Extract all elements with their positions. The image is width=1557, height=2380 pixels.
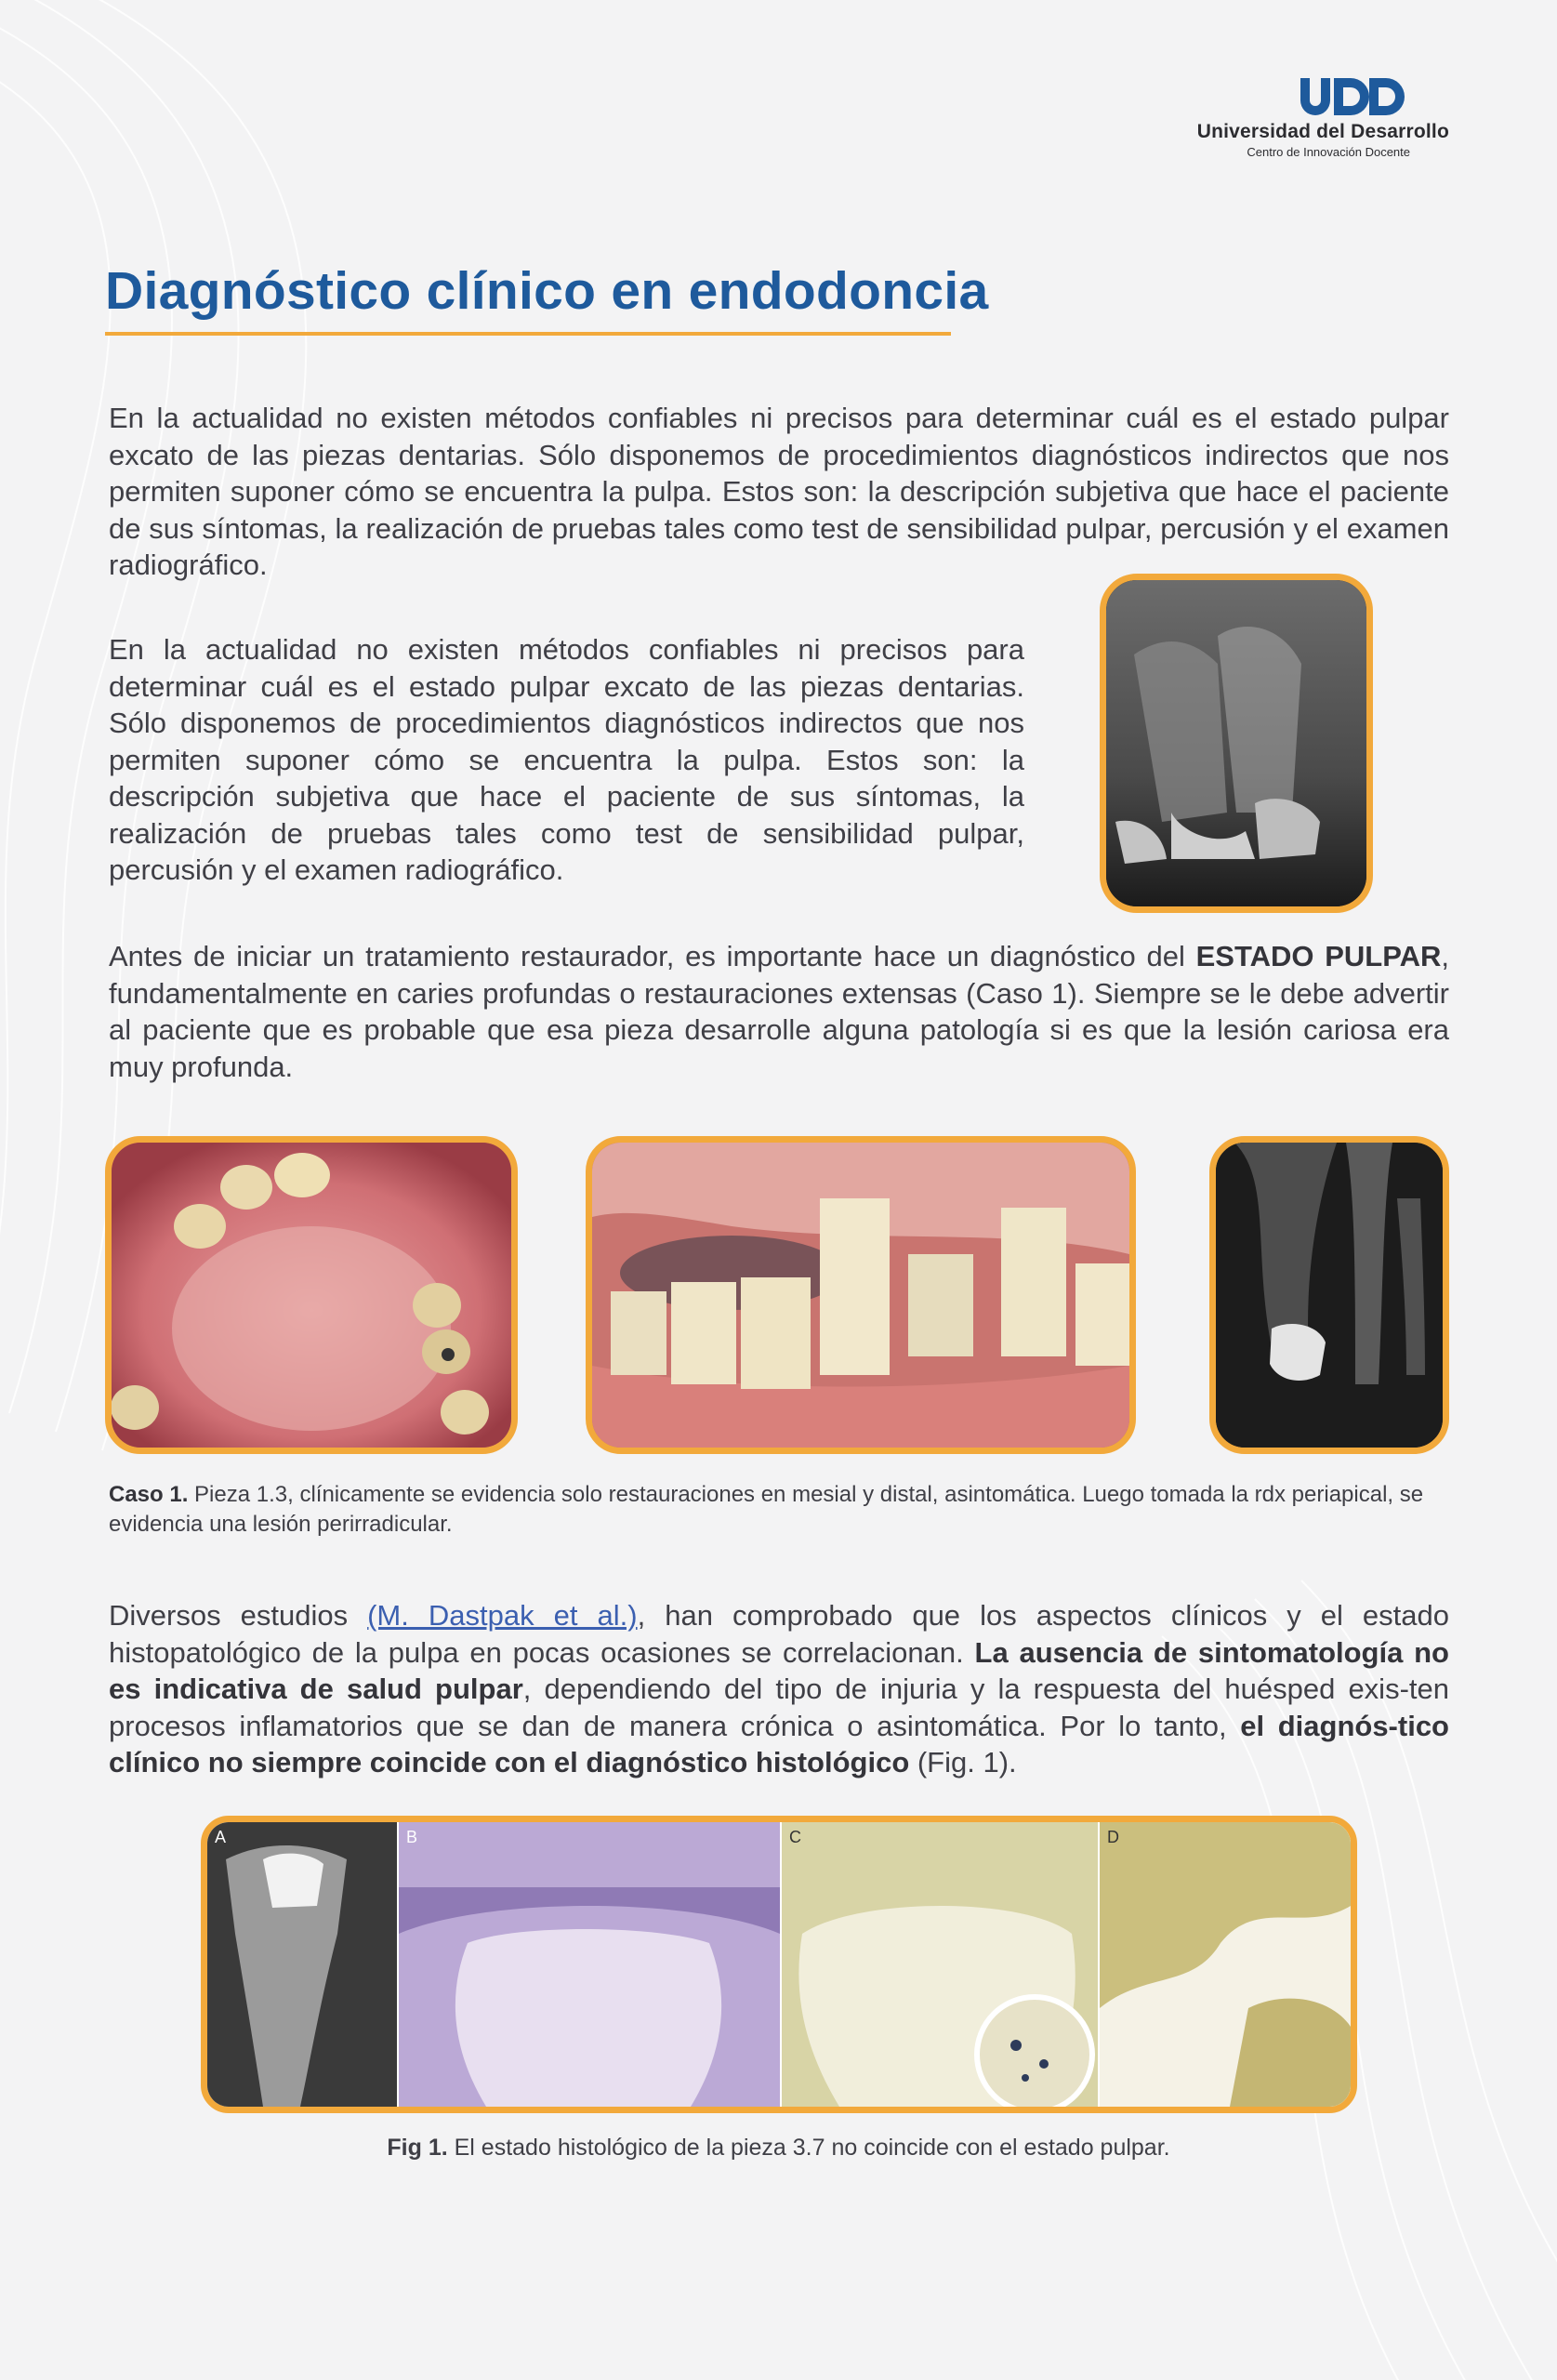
figure-caption-text: El estado histológico de la pieza 3.7 no coincide con el estado pulpar. xyxy=(447,2135,1170,2161)
fourth-paragraph-t3: , dependiendo del tipo de injuria y la respuesta del huésped exis-ten procesos inflamatorios que se dan de manera crónica o asintomática. Por lo tanto, xyxy=(109,1673,1449,1742)
dastpak-reference-link[interactable]: (M. Dastpak et al.) xyxy=(367,1599,638,1632)
udd-logo xyxy=(1180,76,1449,159)
udd-logo-mark-icon xyxy=(1297,76,1406,117)
palate-photo-illustration xyxy=(112,1143,511,1448)
third-paragraph-pre: Antes de iniciar un tratamiento restaurador, es importante hace un diagnóstico del xyxy=(109,940,1196,972)
periapical-xray-illustration xyxy=(1216,1143,1443,1448)
page-title: Diagnóstico clínico en endodoncia xyxy=(105,261,989,321)
second-paragraph: En la actualidad no existen métodos confiables ni precisos para determinar cuál es el estado pulpar excato de las piezas dentarias. Sólo disponemos de procedimientos diagnósticos indirectos que nos permiten suponer cómo se encuentra la pulpa. Estos son: la descripción subjetiva que hace el paciente de sus síntomas, la realización de pruebas tales como test de sensibilidad pulpar, percusión y el examen radiográfico. xyxy=(109,633,1024,886)
title-underline xyxy=(105,332,951,336)
case-caption-label: Caso 1. xyxy=(109,1482,189,1507)
intro-paragraph: En la actualidad no existen métodos confiables ni precisos para determinar cuál es el estado pulpar excato de las piezas dentarias. Sólo disponemos de procedimientos diagnósticos indirectos que nos permiten suponer cómo se encuentra la pulpa. Estos son: la descripción subjetiva que hace el paciente de sus síntomas, la realización de pruebas tales como test de sensibilidad pulpar, percusión y el examen radiográfico. xyxy=(109,402,1449,581)
fourth-paragraph-bold-1: La ausencia de sintomatología no es indicativa de salud pulpar xyxy=(109,1635,1449,1705)
case-caption xyxy=(109,1480,1449,1540)
histology-figure-illustration xyxy=(207,1822,1351,2107)
case-photo-lateral xyxy=(586,1136,1136,1454)
estado-pulpar-bold: ESTADO PULPAR xyxy=(1195,940,1442,972)
figure-caption-label: Fig 1. xyxy=(387,2135,448,2161)
third-paragraph-post: , fundamentalmente en caries profundas o restauraciones extensas (Caso 1). Siempre se le debe advertir al paciente que es probable que esa pieza desarrolle alguna patología si es que la lesión cariosa era muy profunda. xyxy=(109,940,1449,1083)
case-photo-palate xyxy=(105,1136,518,1454)
logo-university-name: Universidad del Desarrollo xyxy=(1196,121,1449,142)
case-xray-periapical xyxy=(1209,1136,1449,1454)
panel-d-label: D xyxy=(1107,1828,1119,1846)
lateral-photo-illustration xyxy=(592,1143,1129,1448)
panel-c-label: C xyxy=(789,1828,801,1846)
fourth-paragraph xyxy=(109,1597,1449,1781)
fourth-paragraph-t2: , han comprobado que los aspectos clínicos y el estado histopatológico de la pulpa en pocas ocasiones se correlacionan. xyxy=(109,1599,1449,1669)
xray-image-top xyxy=(1100,574,1373,913)
figure-1-caption xyxy=(0,2135,1557,2162)
figure-1-panels xyxy=(201,1816,1357,2113)
fourth-paragraph-t1: Diversos estudios xyxy=(109,1599,368,1632)
panel-b-label: B xyxy=(406,1828,418,1846)
third-paragraph xyxy=(109,938,1449,1085)
fourth-paragraph-t4: (Fig. 1). xyxy=(909,1746,1017,1778)
panel-a-label: A xyxy=(215,1828,227,1846)
fourth-paragraph-bold-2: el diagnós-tico clínico no siempre coincide con el diagnóstico histológico xyxy=(109,1709,1449,1778)
xray-illustration xyxy=(1106,580,1366,906)
logo-subtitle: Centro de Innovación Docente xyxy=(1247,145,1410,159)
case-caption-text: Pieza 1.3, clínicamente se evidencia solo restauraciones en mesial y distal, asintomática. Luego tomada la rdx periapical, se evidencia una lesión perirradicular. xyxy=(109,1482,1424,1537)
